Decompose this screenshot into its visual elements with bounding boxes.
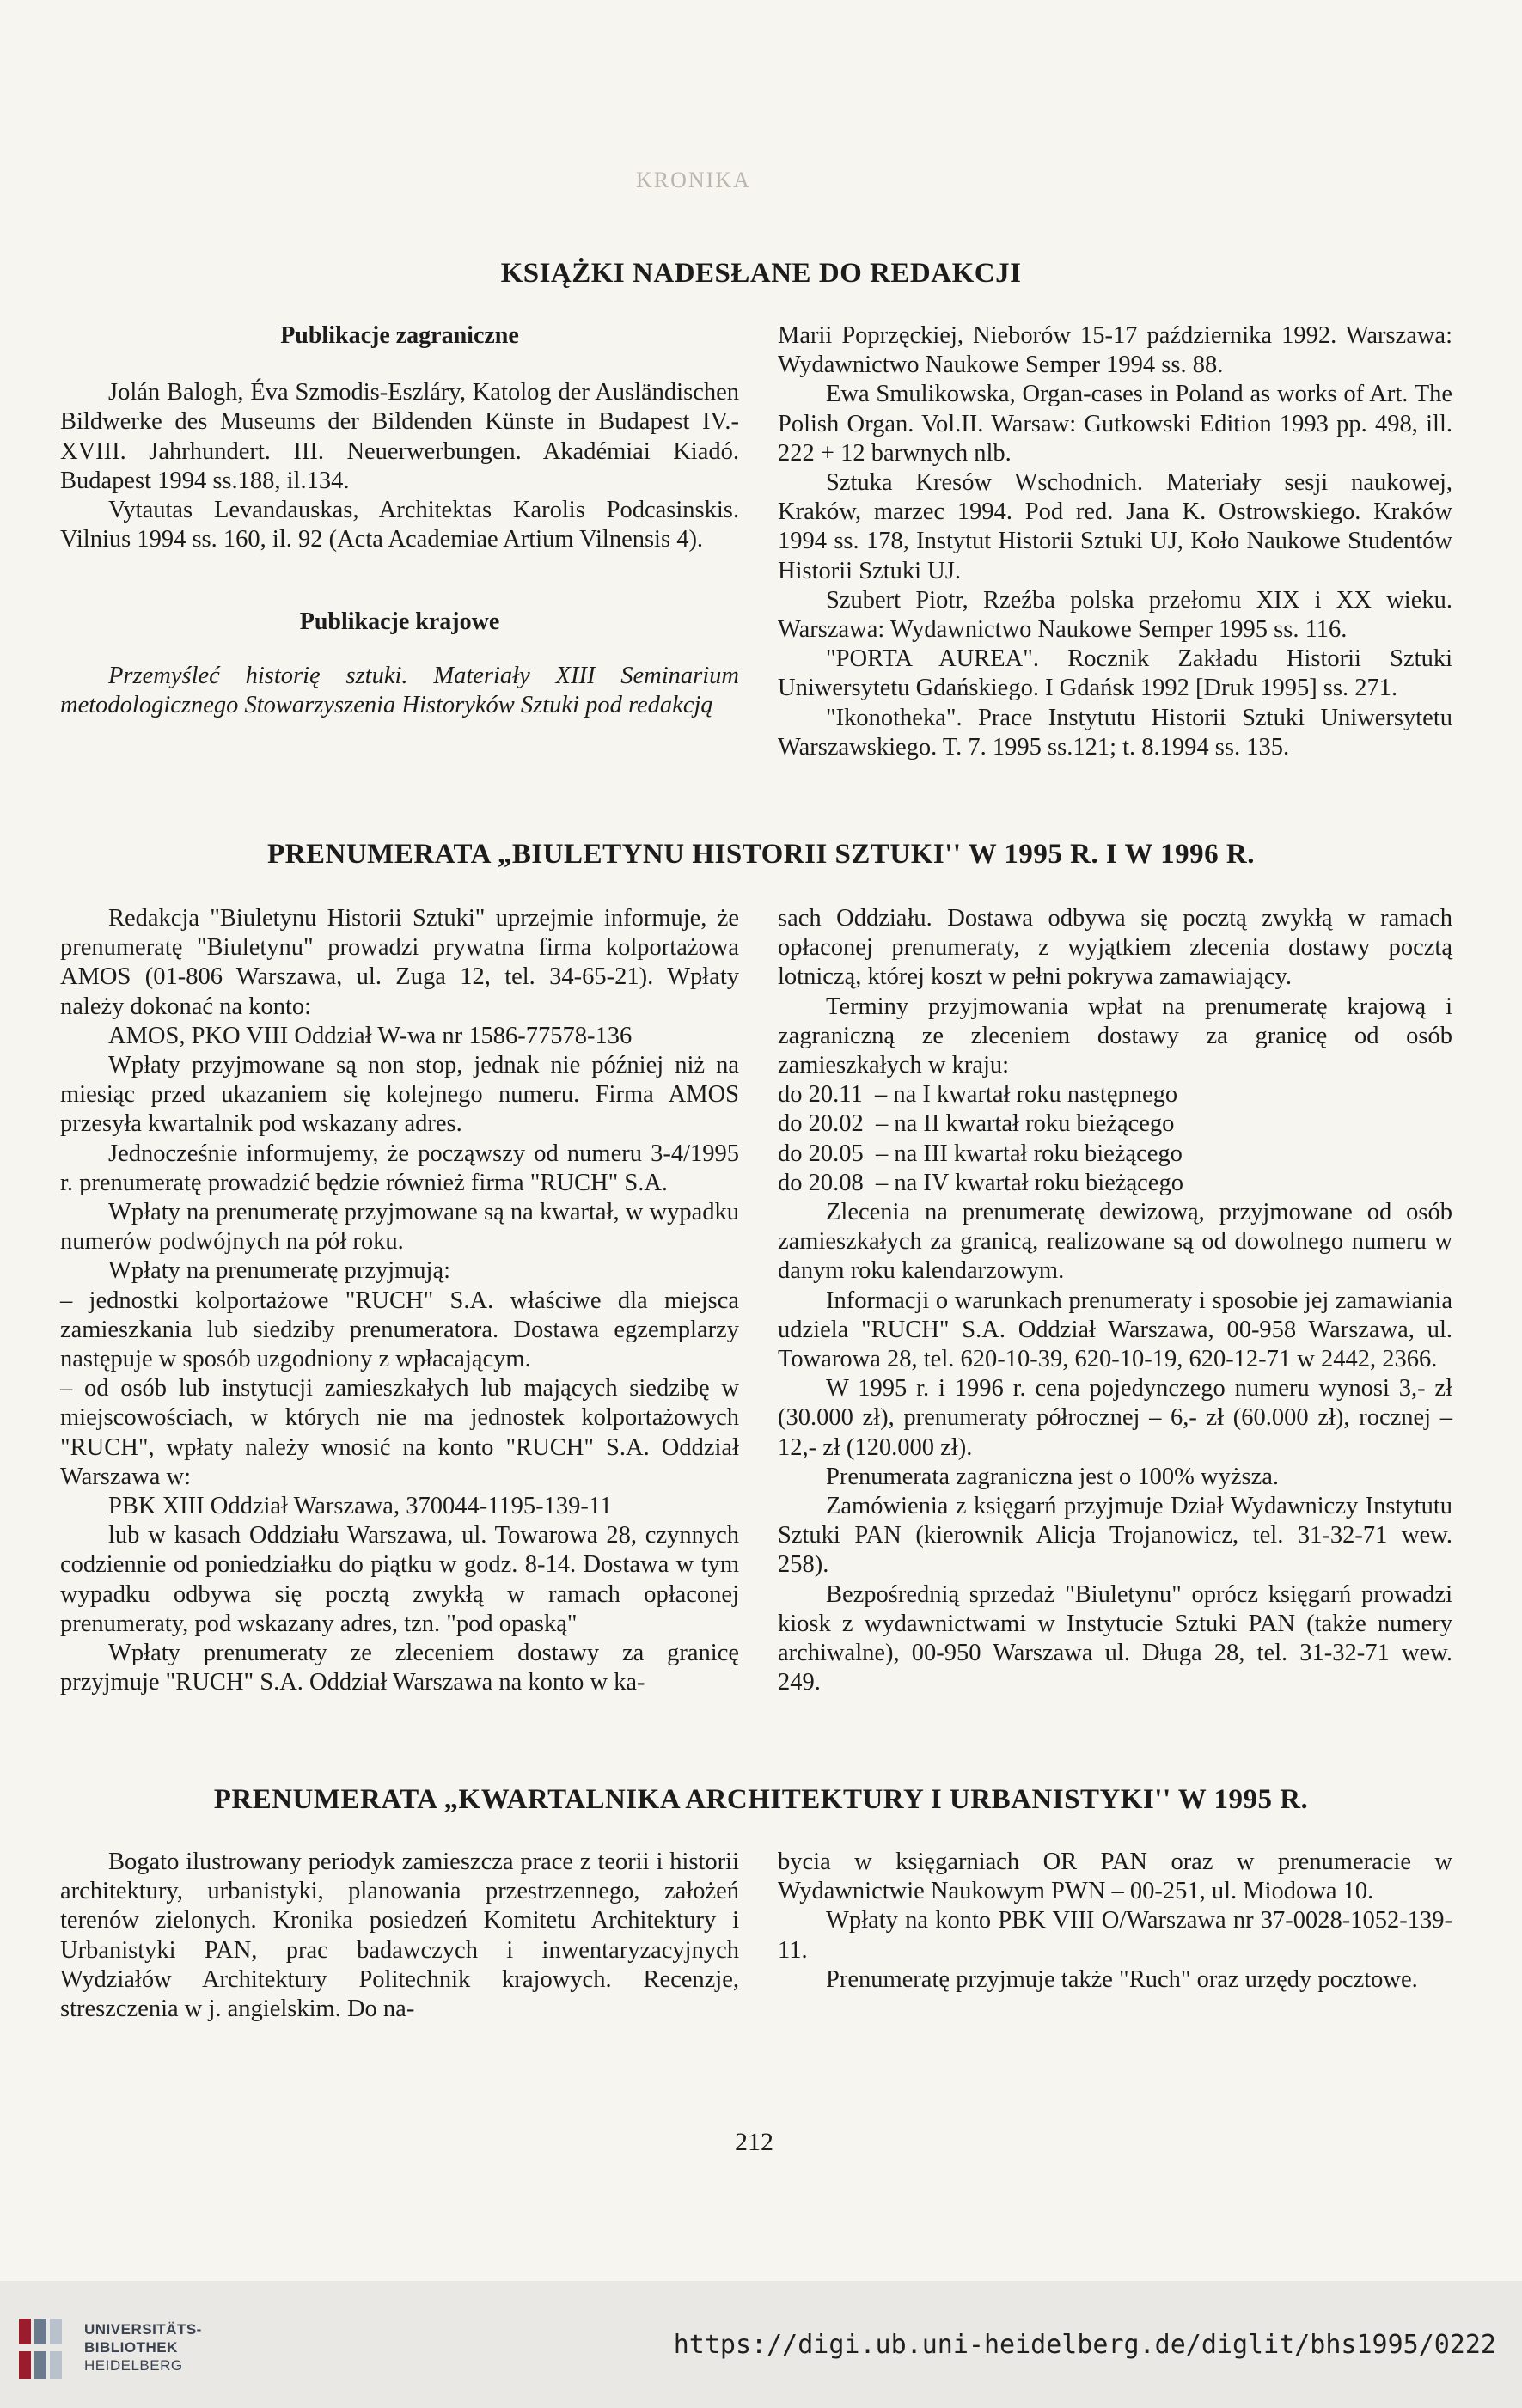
subscription-left-column [60, 904, 739, 1697]
book-entry: Szubert Piotr, Rzeźba polska przełomu XIX i XX wieku. Warszawa: Wydawnictwo Naukowe Semper 1995 ss. 116. [778, 586, 1452, 644]
digitization-footer [0, 2281, 1522, 2408]
deadline-item: do 20.05 – na III kwartał roku bieżącego [778, 1140, 1183, 1167]
library-logo-text [84, 2320, 202, 2374]
source-url-link[interactable]: https://digi.ub.uni-heidelberg.de/diglit/bhs1995/0222 [673, 2330, 1496, 2360]
kwartalnik-left-column [60, 1848, 739, 2024]
paragraph: Informacji o warunkach prenumeraty i sposobie jej zamawiania udziela "RUCH" S.A. Oddział Warszawa, 00-958 Warszawa, ul. Towarowa 28, tel. 620-10-39, 620-10-19, 620-12-71 w 2442, 2366. [778, 1287, 1452, 1373]
subscription-right-column [778, 904, 1452, 1697]
paragraph: Wpłaty na prenumeratę przyjmowane są na kwartał, w wypadku numerów podwójnych na pół roku. [60, 1199, 739, 1256]
logo-line: BIBLIOTHEK [84, 2339, 178, 2356]
foreign-heading: Publikacje zagraniczne [280, 322, 519, 349]
book-entry-continued: Marii Poprzęckiej, Nieborów 15-17 października 1992. Warszawa: Wydawnictwo Naukowe Semper 1994 ss. 88. [778, 322, 1452, 379]
paragraph: Wpłaty na konto PBK VIII O/Warszawa nr 37-0028-1052-139-11. [778, 1907, 1452, 1964]
paragraph: Zlecenia na prenumeratę dewizową, przyjmowane od osób zamieszkałych za granicą, realizowane są od dowolnego numeru w danym roku kalendarzowym. [778, 1199, 1452, 1285]
domestic-heading: Publikacje krajowe [299, 608, 500, 636]
book-entry: Sztuka Kresów Wschodnich. Materiały sesji naukowej, Kraków, marzec 1994. Pod red. Jana K. Ostrowskiego. Kraków 1994 ss. 178, Instytut Historii Sztuki UJ, Koło Naukowe Studentów Historii Sztuki UJ. [778, 469, 1452, 584]
logo-line: UNIVERSITÄTS- [84, 2321, 202, 2338]
deadline-item: do 20.02 – na II kwartał roku bieżącego [778, 1110, 1175, 1138]
deadline-item: do 20.08 – na IV kwartał roku bieżącego [778, 1169, 1183, 1196]
book-entry: "Ikonotheka". Prace Instytutu Historii Sztuki Uniwersytetu Warszawskiego. T. 7. 1995 ss.121; t. 8.1994 ss. 135. [778, 704, 1452, 761]
book-entry: Przemyśleć historię sztuki. Materiały XIII Seminarium metodologicznego Stowarzyszenia Historyków Sztuki pod redakcją [60, 662, 739, 718]
paragraph: Prenumerata zagraniczna jest o 100% wyższa. [826, 1463, 1280, 1490]
kwartalnik-right-column [778, 1848, 1452, 1995]
paragraph: W 1995 r. i 1996 r. cena pojedynczego numeru wynosi 3,- zł (30.000 zł), prenumeraty półrocznej – 6,- zł (60.000 zł), rocznej – 12,- zł (120.000 zł). [778, 1375, 1452, 1461]
paragraph: Prenumeratę przyjmuje także "Ruch" oraz urzędy pocztowe. [826, 1965, 1418, 1993]
book-entry: "PORTA AUREA". Rocznik Zakładu Historii Sztuki Uniwersytetu Gdańskiego. I Gdańsk 1992 [Druk 1995] ss. 271. [778, 645, 1452, 702]
paragraph: Zamówienia z księgarń przyjmuje Dział Wydawniczy Instytutu Sztuki PAN (kierownik Alicja Trojanowicz, tel. 31-32-71 wew. 258). [778, 1493, 1452, 1579]
books-right-column [778, 321, 1452, 762]
paragraph: Wpłaty na prenumeratę przyjmują: [108, 1257, 451, 1285]
university-library-logo-icon [14, 2315, 69, 2382]
paragraph: – od osób lub instytucji zamieszkałych lub mających siedzibę w miejscowościach, w których nie ma jednostek kolportażowych "RUCH", wpłaty należy wnosić na konto "RUCH" S.A. Oddział Warszawa w: [60, 1375, 739, 1490]
section-title-books: KSIĄŻKI NADESŁANE DO REDAKCJI [500, 258, 1022, 289]
paragraph: – jednostki kolportażowe "RUCH" S.A. właściwe dla miejsca zamieszkania lub siedziby prenumeratora. Dostawa egzemplarzy następuje w sposób uzgodniony z wpłacającym. [60, 1287, 739, 1373]
logo-line: HEIDELBERG [84, 2357, 183, 2374]
books-left-column [60, 321, 739, 720]
deadline-item: do 20.11 – na I kwartał roku następnego [778, 1081, 1178, 1109]
paragraph: AMOS, PKO VIII Oddział W-wa nr 1586-77578-136 [108, 1022, 633, 1049]
paragraph: Redakcja "Biuletynu Historii Sztuki" uprzejmie informuje, że prenumeratę "Biuletynu" prowadzi prywatna firma kolportażowa AMOS (01-806 Warszawa, ul. Zuga 12, tel. 34-65-21). Wpłaty należy dokonać na konto: [60, 905, 739, 1020]
book-entry: Jolán Balogh, Éva Szmodis-Eszláry, Katolog der Ausländischen Bildwerke des Museums der Bildenden Künste in Budapest IV.-XVIII. Jahrhundert. III. Neuerwerbungen. Akadémiai Kiadó. Budapest 1994 ss.188, il.134. [60, 379, 739, 494]
paragraph: Terminy przyjmowania wpłat na prenumeratę krajową i zagraniczną ze zleceniem dostawy za granicę od osób zamieszkałych w kraju: [778, 993, 1452, 1079]
paragraph: Wpłaty przyjmowane są non stop, jednak nie później niż na miesiąc przed ukazaniem się kolejnego numeru. Firma AMOS przesyła kwartalnik pod wskazany adres. [60, 1052, 739, 1138]
page-number: 212 [735, 2128, 773, 2156]
paragraph: lub w kasach Oddziału Warszawa, ul. Towarowa 28, czynnych codziennie od poniedziałku do piątku w godz. 8-14. Dostawa w tym wypadku odbywa się pocztą zwykłą w ramach opłaconej prenumeraty, pod wskazany adres, tzn. "pod opaską" [60, 1522, 739, 1637]
paragraph: Bogato ilustrowany periodyk zamieszcza prace z teorii i historii architektury, urbanistyki, planowania przestrzennego, założeń terenów zielonych. Kronika posiedzeń Komitetu Architektury i Urbanistyki PAN, prac badawczych i inwentaryzacyjnych Wydziałów Architektury Politechnik krajowych. Recenzje, streszczenia w j. angielskim. Do na- [60, 1849, 739, 2023]
running-head-bleedthrough: KRONIKA [636, 168, 751, 193]
section-title-biuletyn-subscription: PRENUMERATA „BIULETYNU HISTORII SZTUKI'' W 1995 R. I W 1996 R. [267, 839, 1255, 870]
section-title-kwartalnik-subscription: PRENUMERATA „KWARTALNIKA ARCHITEKTURY I URBANISTYKI'' W 1995 R. [213, 1784, 1309, 1815]
paragraph: sach Oddziału. Dostawa odbywa się pocztą zwykłą w ramach opłaconej prenumeraty, z wyjątkiem zlecenia dostawy pocztą lotniczą, której koszt w pełni pokrywa zamawiający. [778, 905, 1452, 991]
paragraph: Wpłaty prenumeraty ze zleceniem dostawy za granicę przyjmuje "RUCH" S.A. Oddział Warszawa na konto w ka- [60, 1640, 739, 1696]
book-entry: Vytautas Levandauskas, Architektas Karolis Podcasinskis. Vilnius 1994 ss. 160, il. 92 (Acta Academiae Artium Vilnensis 4). [60, 497, 739, 553]
paragraph: Bezpośrednią sprzedaż "Biuletynu" oprócz księgarń prowadzi kiosk z wydawnictwami w Instytucie Sztuki PAN (także numery archiwalne), 00-950 Warszawa ul. Długa 28, tel. 31-32-71 wew. 249. [778, 1580, 1452, 1696]
paragraph: PBK XIII Oddział Warszawa, 370044-1195-139-11 [108, 1493, 613, 1520]
paragraph: bycia w księgarniach OR PAN oraz w prenumeracie w Wydawnictwie Naukowym PWN – 00-251, ul. Miodowa 10. [778, 1849, 1452, 1905]
book-entry: Ewa Smulikowska, Organ-cases in Poland as works of Art. The Polish Organ. Vol.II. Warsaw: Gutkowski Edition 1993 pp. 498, ill. 222 + 12 barwnych nlb. [778, 381, 1452, 467]
paragraph: Jednocześnie informujemy, że począwszy od numeru 3-4/1995 r. prenumeratę prowadzić będzie również firma "RUCH" S.A. [60, 1140, 739, 1196]
